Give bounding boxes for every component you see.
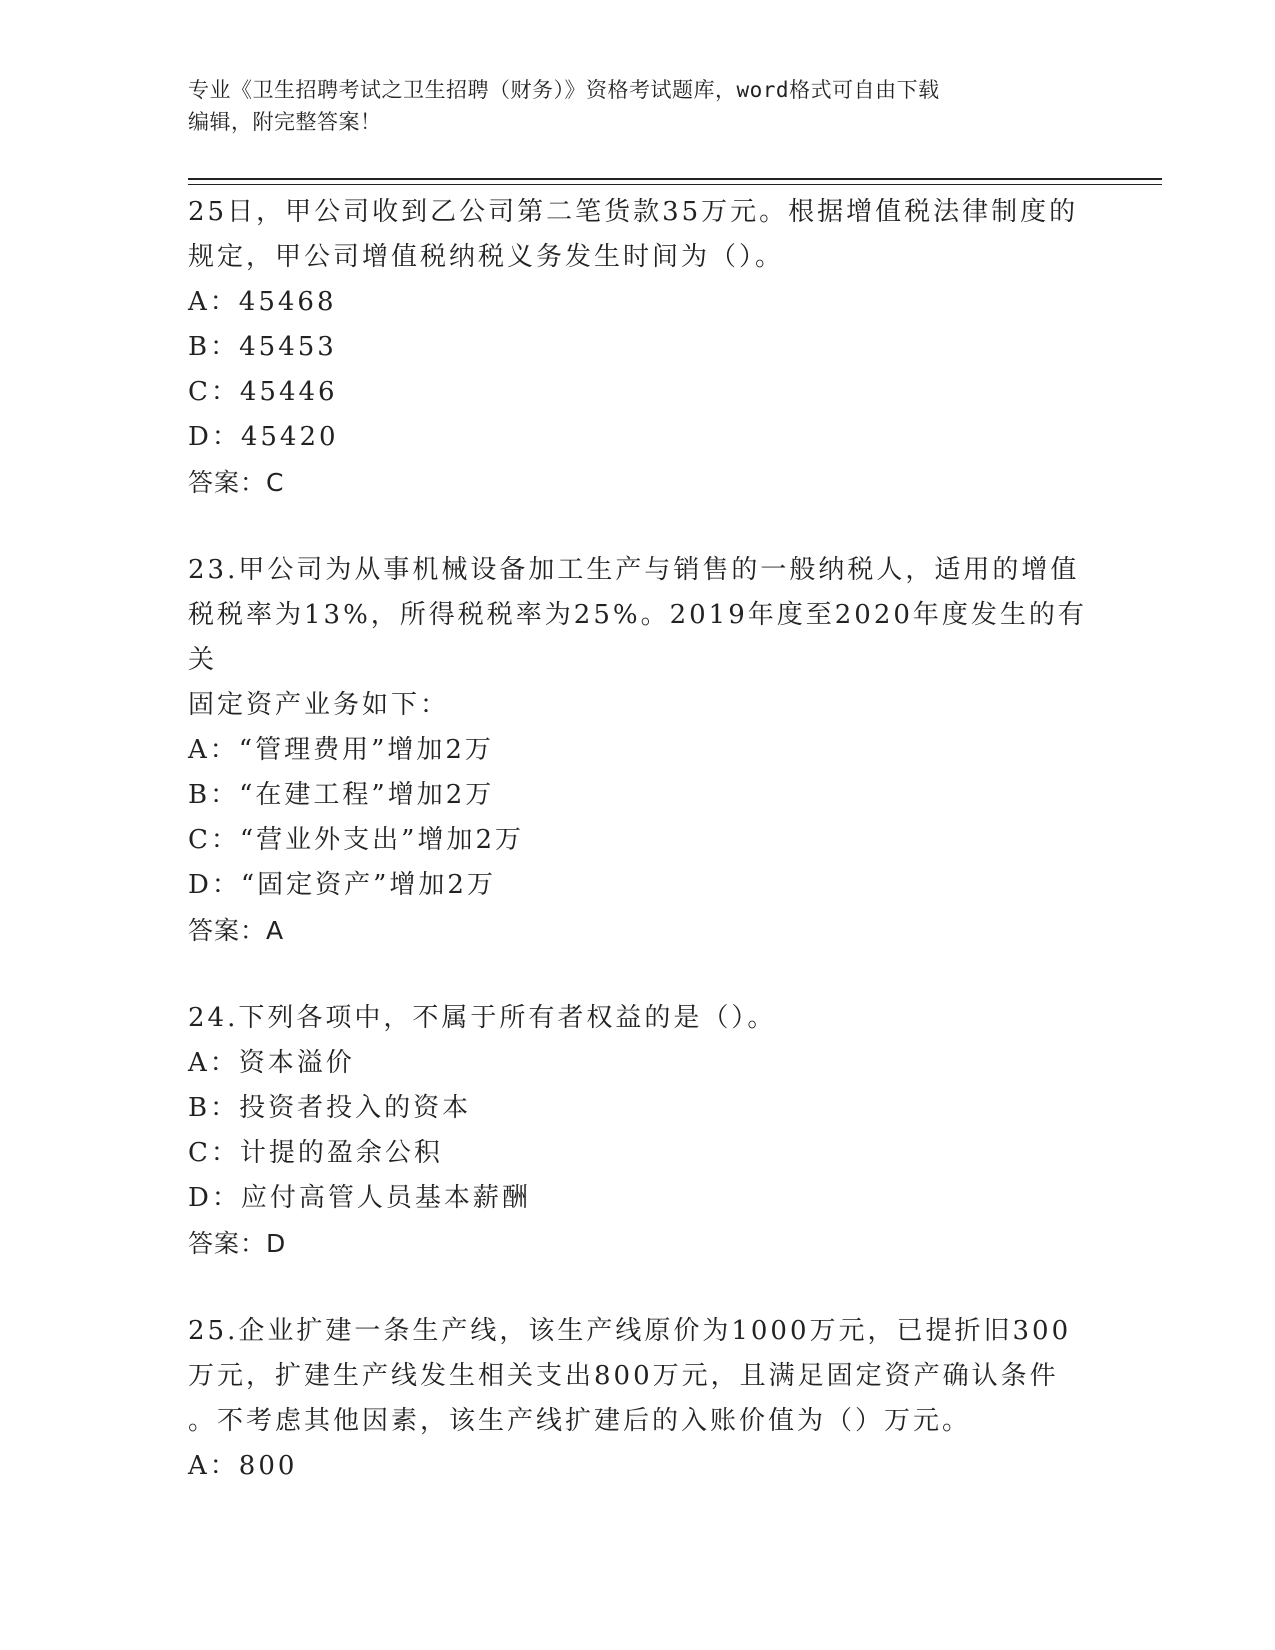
header-line-1: 专业《卫生招聘考试之卫生招聘（财务）》资格考试题库，word格式可自由下载 (188, 78, 940, 102)
option-b: B：“在建工程”增加2万 (188, 780, 495, 810)
answer-line: 答案：D (188, 1229, 287, 1258)
option-a: A：资本溢价 (188, 1048, 355, 1078)
option-b: B：45453 (188, 332, 337, 362)
question-block (188, 548, 1088, 953)
question-spacer (188, 505, 1088, 548)
header-line-2: 编辑，附完整答案！ (188, 110, 382, 134)
question-list (188, 190, 1088, 1489)
answer-line: 答案：C (188, 468, 285, 497)
question-block (188, 1309, 1088, 1489)
question-stem-line: 税税率为13%，所得税税率为25%。2019年度至2020年度发生的有关 (188, 600, 1087, 675)
option-c: C：计提的盈余公积 (188, 1138, 443, 1168)
option-a: A：800 (188, 1451, 298, 1481)
question-stem-line: 23.甲公司为从事机械设备加工生产与销售的一般纳税人，适用的增值 (188, 555, 1080, 585)
option-a: A：45468 (188, 287, 337, 317)
question-stem-line: 万元，扩建生产线发生相关支出800万元，且满足固定资产确认条件 (188, 1361, 1059, 1391)
question-stem-line: 固定资产业务如下： (188, 690, 450, 720)
answer-line: 答案：A (188, 916, 285, 945)
question-stem-line: 25.企业扩建一条生产线，该生产线原价为1000万元，已提折旧300 (188, 1316, 1072, 1346)
option-d: D：应付高管人员基本薪酬 (188, 1183, 531, 1213)
question-block (188, 996, 1088, 1266)
option-d: D：45420 (188, 422, 339, 452)
option-a: A：“管理费用”增加2万 (188, 735, 494, 765)
question-stem-line: 规定，甲公司增值税纳税义务发生时间为（）。 (188, 242, 785, 272)
question-spacer (188, 1266, 1088, 1309)
option-b: B：投资者投入的资本 (188, 1093, 472, 1123)
header-divider-thick (188, 178, 1162, 180)
question-block (188, 190, 1088, 505)
option-c: C：45446 (188, 377, 338, 407)
question-stem-line: 24.下列各项中，不属于所有者权益的是（）。 (188, 1003, 777, 1033)
option-c: C：“营业外支出”增加2万 (188, 825, 525, 855)
question-stem-line: 。不考虑其他因素，该生产线扩建后的入账价值为（）万元。 (188, 1406, 972, 1436)
question-stem-line: 25日，甲公司收到乙公司第二笔货款35万元。根据增值税法律制度的 (188, 197, 1079, 227)
document-header (188, 74, 1088, 138)
option-d: D：“固定资产”增加2万 (188, 870, 496, 900)
header-divider-thin (188, 184, 1162, 185)
question-spacer (188, 953, 1088, 996)
